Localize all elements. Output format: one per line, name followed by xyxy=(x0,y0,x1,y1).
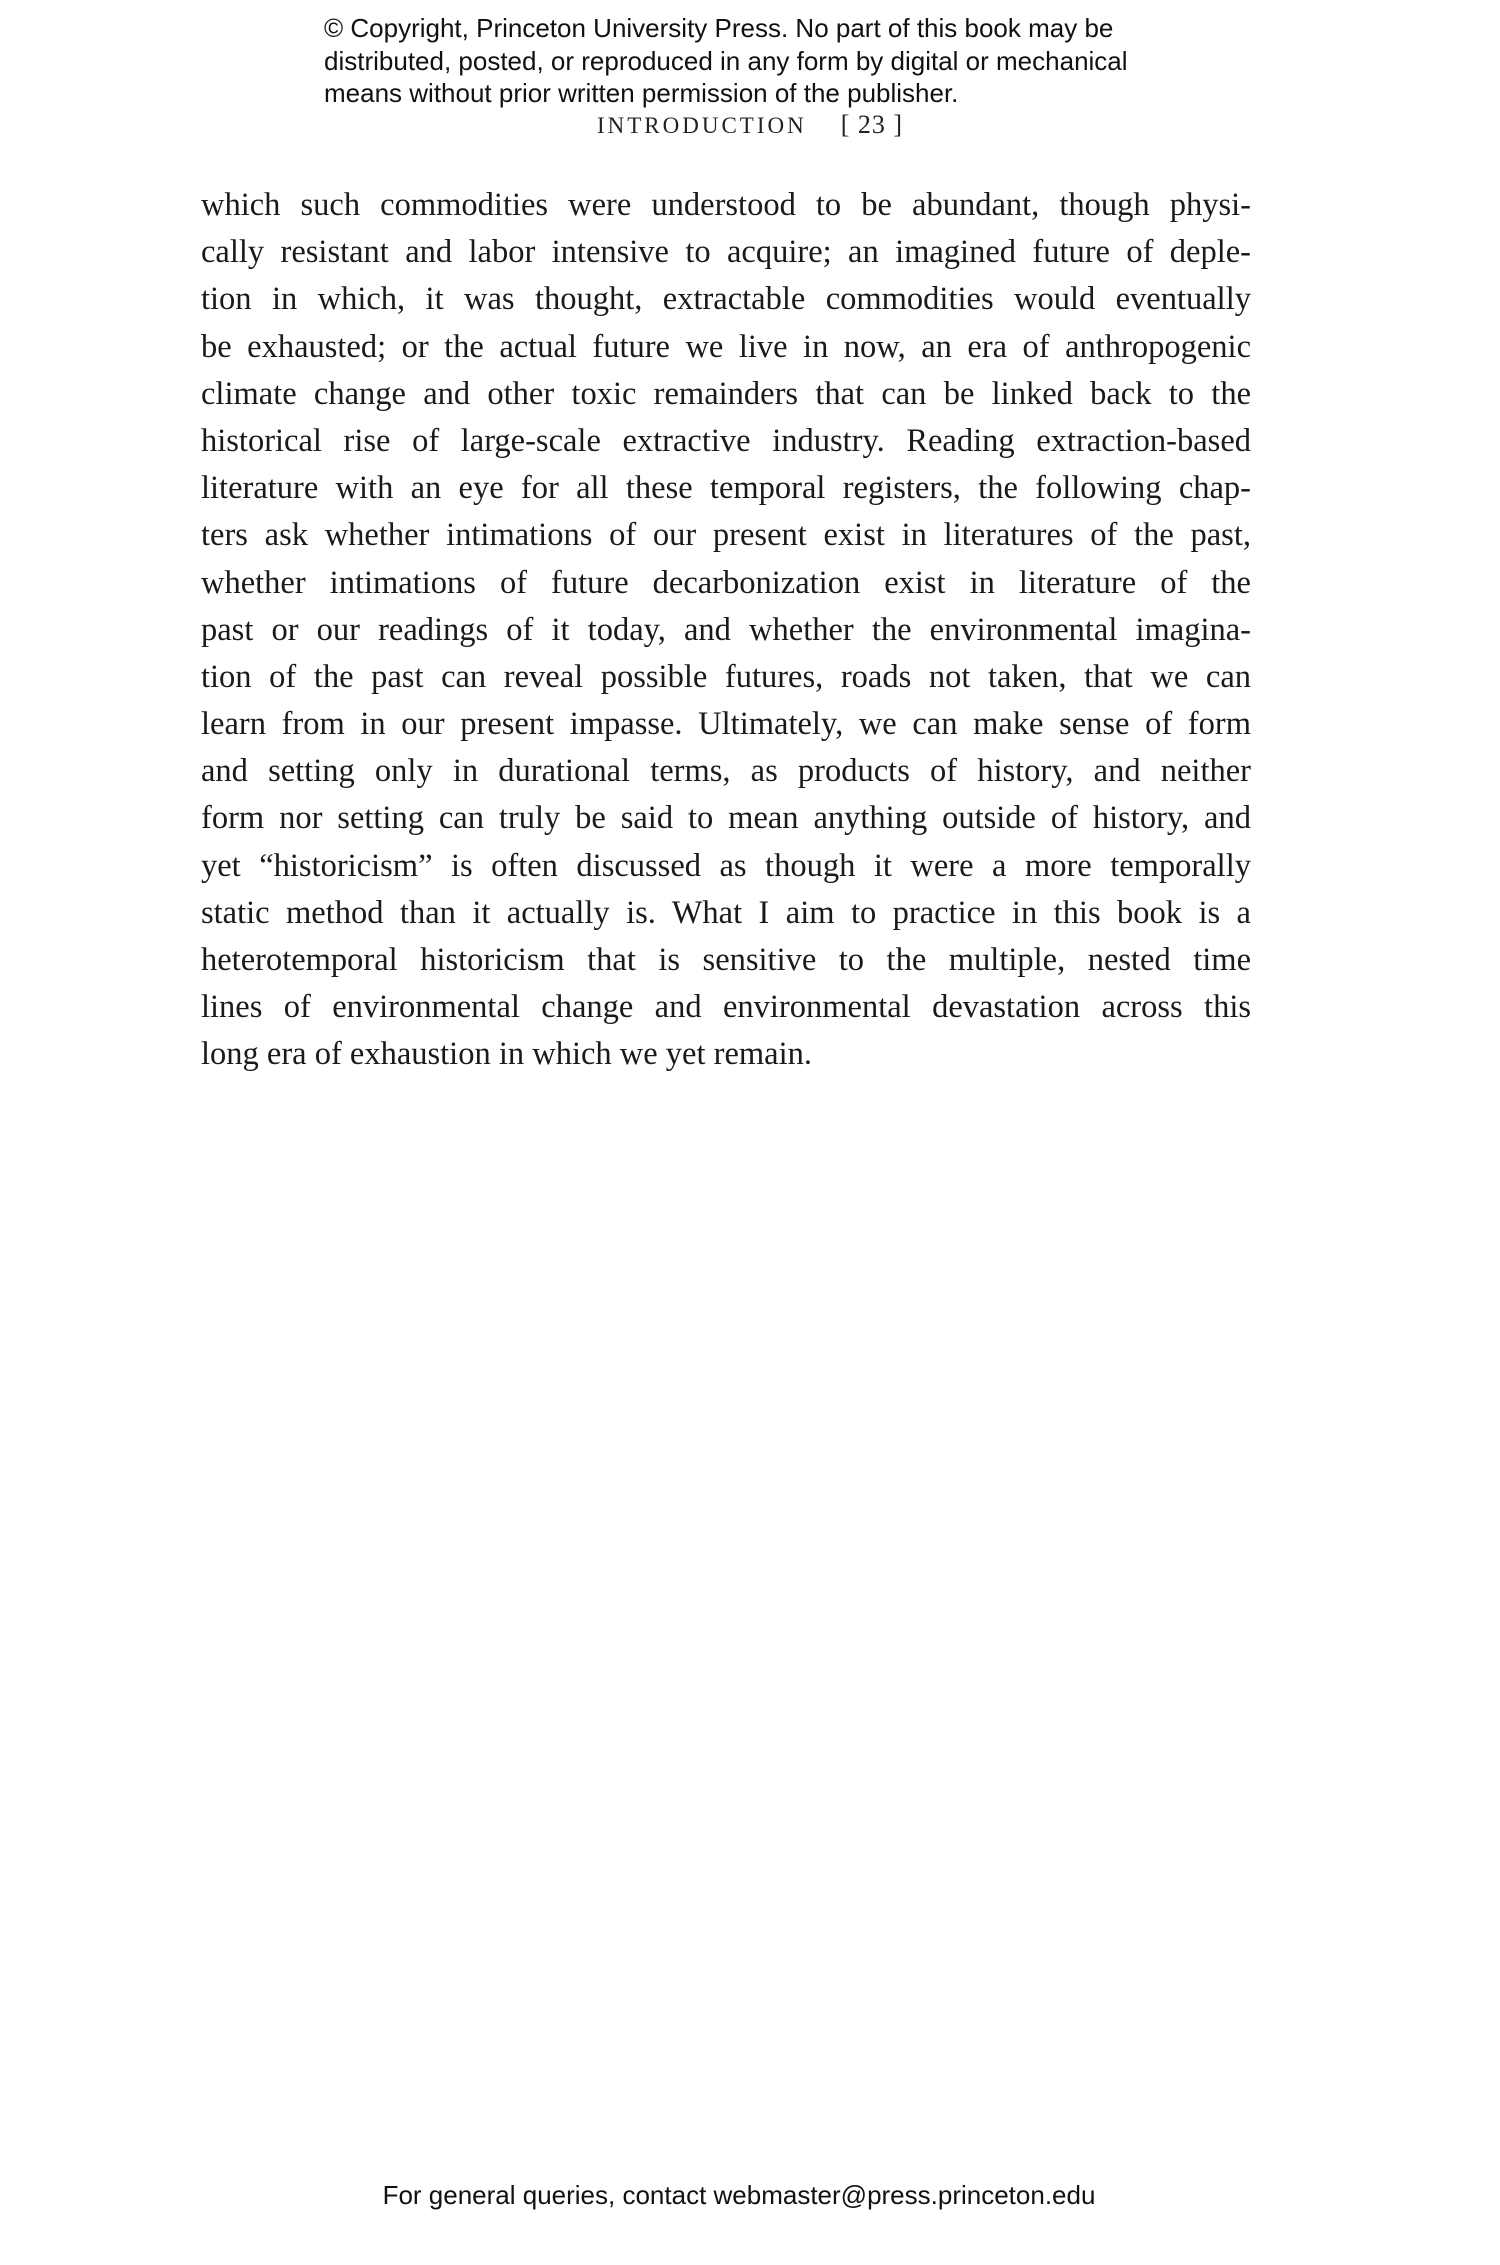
text-line: heterotemporal historicism that is sensitive to the multiple, nested time xyxy=(201,942,1251,978)
text-line: historical rise of large-scale extractive industry. Reading extraction-based xyxy=(201,422,1251,459)
section-title: INTRODUCTION xyxy=(596,113,807,138)
page-number: [ 23 ] xyxy=(840,110,904,139)
copyright-line: © Copyright, Princeton University Press. No part of this book may be xyxy=(324,13,1114,43)
text-line: which such commodities were understood to be abundant, though physi- xyxy=(201,187,1251,223)
copyright-line: distributed, posted, or reproduced in any form by digital or mechanical xyxy=(324,45,1128,76)
copyright-notice xyxy=(324,12,1128,110)
text-line: tion of the past can reveal possible futures, roads not taken, that we can xyxy=(201,658,1251,695)
text-line: cally resistant and labor intensive to acquire; an imagined future of deple- xyxy=(201,234,1251,271)
text-line: form nor setting can truly be said to mean anything outside of history, and xyxy=(201,800,1251,837)
footer-contact: For general queries, contact webmaster@press.princeton.edu xyxy=(382,2180,1096,2210)
text-line: ters ask whether intimations of our present exist in literatures of the past, xyxy=(201,517,1251,554)
running-head xyxy=(0,110,1500,140)
text-line: be exhausted; or the actual future we live in now, an era of anthropogenic xyxy=(201,328,1251,365)
text-line: tion in which, it was thought, extractable commodities would eventually xyxy=(201,281,1251,318)
text-line: learn from in our present impasse. Ultimately, we can make sense of form xyxy=(201,706,1251,743)
text-line: climate change and other toxic remainders that can be linked back to the xyxy=(201,375,1251,412)
copyright-line: means without prior written permission of the publisher. xyxy=(324,78,959,108)
text-line: static method than it actually is. What I aim to practice in this book is a xyxy=(201,894,1251,931)
text-line: lines of environmental change and environmental devastation across this xyxy=(201,989,1251,1026)
text-line: and setting only in durational terms, as products of history, and neither xyxy=(201,753,1251,790)
text-line: yet “historicism” is often discussed as though it were a more temporally xyxy=(201,847,1251,884)
body-paragraph xyxy=(201,182,1251,1079)
text-line: past or our readings of it today, and whether the environmental imagina- xyxy=(201,611,1251,648)
text-line: long era of exhaustion in which we yet remain. xyxy=(201,1036,812,1073)
text-line: literature with an eye for all these temporal registers, the following chap- xyxy=(201,470,1251,507)
text-line: whether intimations of future decarbonization exist in literature of the xyxy=(201,564,1251,601)
